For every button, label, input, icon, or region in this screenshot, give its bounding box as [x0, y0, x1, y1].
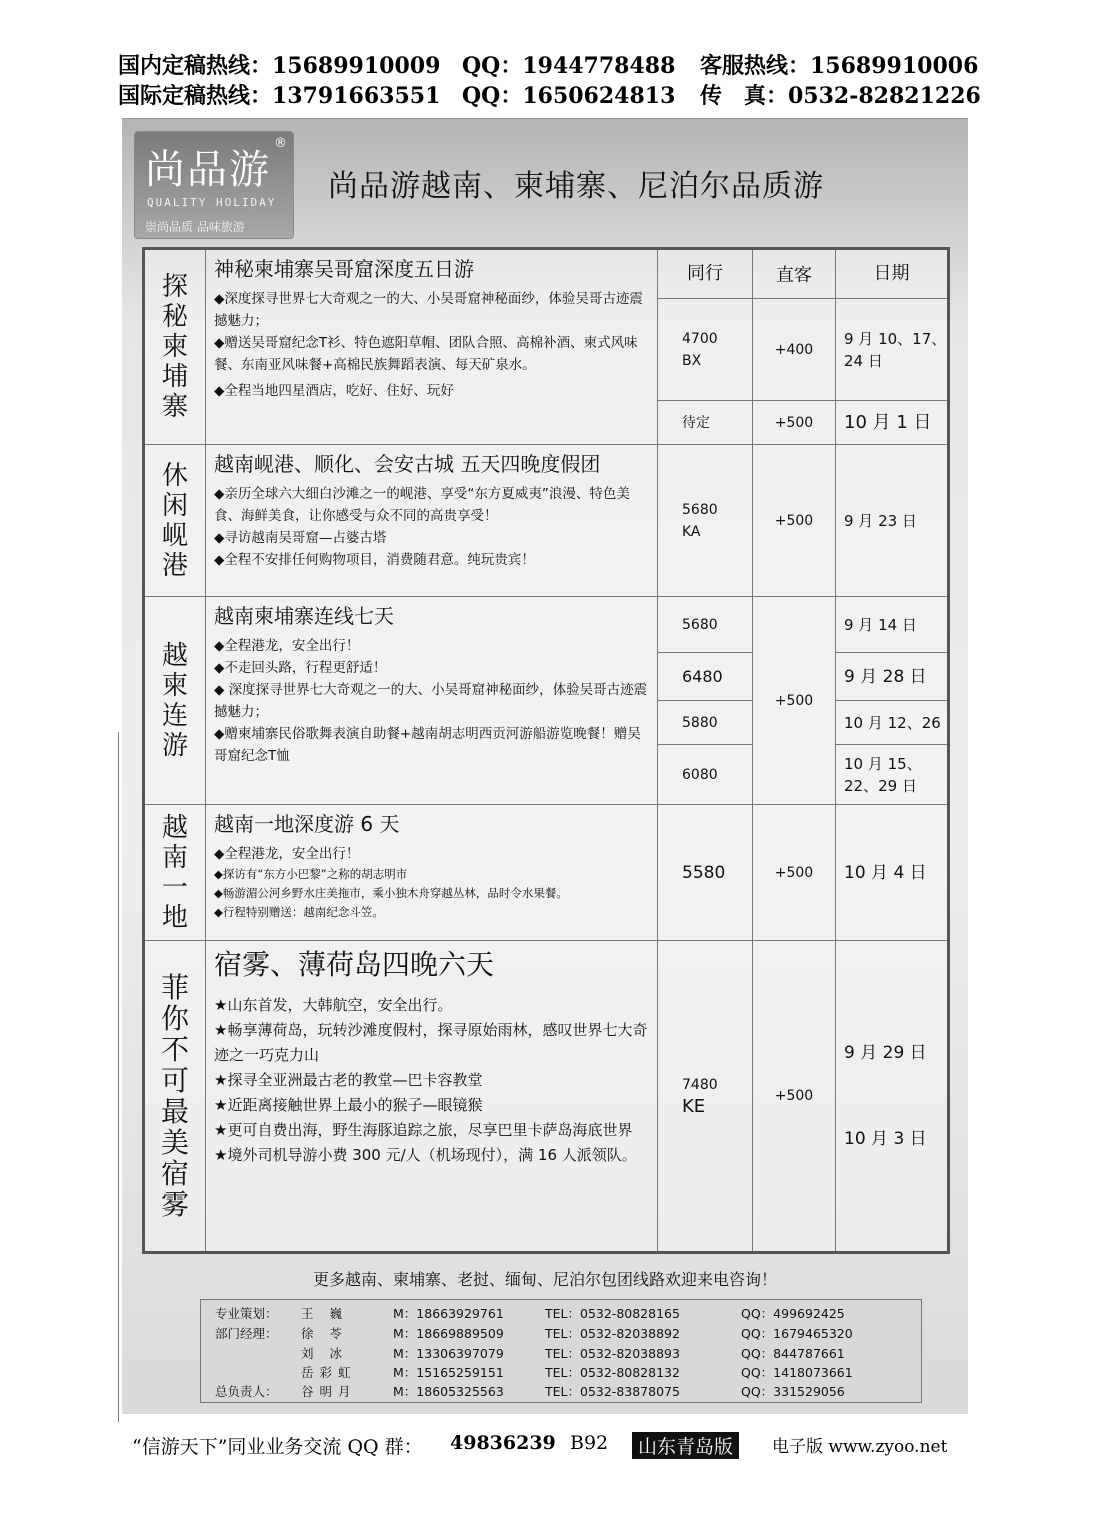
departure-date: 9 月 29 日 10 月 3 日	[836, 941, 949, 1253]
footer-website[interactable]: 电子版 www.zyoo.net	[772, 1437, 948, 1457]
route-side-label: 越柬连游	[144, 597, 206, 805]
logo-slogan: 崇尚品质 品味旅游	[145, 220, 245, 234]
route-description	[206, 249, 658, 445]
route-bullet: ◆全程不安排任何购物项目，消费随君意。纯玩贵宾！	[214, 552, 535, 568]
route-title: 越南柬埔寨连线七天	[214, 604, 394, 628]
poster-title: 尚品游越南、柬埔寨、尼泊尔品质游	[328, 169, 824, 204]
footer-page-number: B92	[570, 1432, 609, 1454]
route-description	[206, 445, 658, 597]
departure-date: 10 月 4 日	[836, 805, 949, 941]
route-bullet: ★更可自费出海，野生海豚追踪之旅，尽享巴里卡萨岛海底世界	[214, 1121, 633, 1139]
domestic-qq: QQ：1944778488	[462, 53, 676, 79]
route-description	[206, 941, 658, 1253]
route-bullet: ◆亲历全球六大细白沙滩之一的岘港、享受“东方夏威夷”浪漫、特色美食、海鲜美食，让你感受与众不同的高贵享受！	[214, 486, 630, 524]
table-row	[144, 941, 949, 1253]
route-bullet: ★境外司机导游小费 300 元/人（机场现付），满 16 人派领队。	[214, 1146, 637, 1164]
routes-table	[142, 247, 950, 1254]
route-side-label: 越南一地	[144, 805, 206, 941]
direct-price: +500	[753, 805, 836, 941]
route-title: 越南一地深度游 6 天	[214, 812, 400, 836]
departure-date: 9 月 28 日	[836, 653, 949, 701]
table-row	[144, 445, 949, 597]
header-peer: 同行	[658, 249, 753, 299]
more-routes-note: 更多越南、柬埔寨、老挝、缅甸、尼泊尔包团线路欢迎来电咨询！	[312, 1270, 777, 1289]
peer-price: 5580	[658, 805, 753, 941]
footer-group-label: “信游天下”同业业务交流 QQ 群：	[132, 1436, 423, 1458]
hotline-row-2	[118, 82, 981, 110]
footer-qq-number: 49836239	[450, 1432, 556, 1454]
route-bullet: ★畅享薄荷岛，玩转沙滩度假村，探寻原始雨林，感叹世界七大奇迹之一巧克力山	[214, 1021, 648, 1064]
route-bullet: ◆行程特别赠送：越南纪念斗笠。	[214, 905, 384, 919]
logo-english: QUALITY HOLIDAY	[147, 196, 277, 209]
peer-price: 4700 BX	[658, 299, 753, 401]
route-bullet: ★探寻全亚洲最古老的教堂—巴卡容教堂	[214, 1071, 483, 1089]
margin-rule	[118, 732, 119, 1422]
route-description	[206, 805, 658, 941]
route-bullet: ◆全程港龙，安全出行！	[214, 846, 360, 862]
peer-price: 6480	[658, 653, 753, 701]
direct-price: +500	[753, 401, 836, 445]
direct-price: +500	[753, 941, 836, 1253]
registered-icon: ®	[274, 136, 287, 151]
departure-date: 9 月 10、17、24 日	[836, 299, 949, 401]
route-side-label: 菲你不可最美宿雾	[144, 941, 206, 1253]
route-bullet: ◆深度探寻世界七大奇观之一的大、小吴哥窟神秘面纱，体验吴哥古迹震撼魅力；	[214, 291, 643, 329]
departure-date: 10 月 12、26	[836, 701, 949, 745]
route-bullet: ◆赠送吴哥窟纪念T衫、特色遮阳草帽、团队合照、高棉补酒、柬式风味餐、东南亚风味餐+高棉民族舞蹈表演、每天矿泉水。	[214, 335, 638, 373]
page-footer	[132, 1432, 972, 1458]
peer-price: 待定	[658, 401, 753, 445]
peer-price: 5680 KA	[658, 445, 753, 597]
route-bullet: ◆ 深度探寻世界七大奇观之一的大、小吴哥窟神秘面纱，体验吴哥古迹震撼魅力；	[214, 682, 648, 720]
departure-date: 9 月 23 日	[836, 445, 949, 597]
intl-hotline: 国际定稿热线：13791663551	[118, 83, 441, 109]
peer-price: 5680	[658, 597, 753, 653]
route-bullet: ◆寻访越南吴哥窟—占婆古塔	[214, 530, 387, 546]
footer-edition-badge: 山东青岛版	[632, 1432, 739, 1459]
direct-price: +500	[753, 445, 836, 597]
logo-mark: 尚品游	[145, 147, 271, 193]
header-direct: 直客	[753, 249, 836, 299]
peer-price: 6080	[658, 745, 753, 805]
peer-price: 5880	[658, 701, 753, 745]
departure-date: 9 月 14 日	[836, 597, 949, 653]
domestic-hotline: 国内定稿热线：15689910009	[118, 53, 441, 79]
route-title: 神秘柬埔寨吴哥窟深度五日游	[214, 257, 474, 281]
route-bullet: ◆不走回头路，行程更舒适！	[214, 660, 387, 676]
route-description	[206, 597, 658, 805]
fax: 传 真：0532-82821226	[700, 83, 981, 109]
departure-date: 10 月 1 日	[836, 401, 949, 445]
route-bullet: ★近距离接触世界上最小的猴子—眼镜猴	[214, 1096, 483, 1114]
direct-price: +500	[753, 597, 836, 805]
table-row	[144, 597, 949, 653]
route-bullet: ◆畅游湄公河乡野水庄美拖市，乘小独木舟穿越丛林，品时令水果餐。	[214, 886, 568, 900]
brand-logo	[134, 131, 294, 239]
departure-date: 10 月 15、22、29 日	[836, 745, 949, 805]
route-bullet: ◆赠柬埔寨民俗歌舞表演自助餐+越南胡志明西贡河游船游览晚餐！赠吴哥窟纪念T恤	[214, 726, 641, 764]
direct-price: +400	[753, 299, 836, 401]
table-row	[144, 805, 949, 941]
intl-qq: QQ：1650624813	[462, 83, 676, 109]
route-side-label: 探秘柬埔寨	[144, 249, 206, 445]
contacts-box: 专业策划： 王 巍 M：18663929761 TEL：0532-80828165 QQ：499692425 部门经理： 徐 苓 M：18669889509 TEL：0532-82038892 QQ：1679465320 刘 冰 M：13306397079 TEL：0532-82038893 QQ：844787661 岳彩虹 M：15165259151 TEL：0532-80828132 QQ：1418073661 总负责人： 谷明月 M：18605325563 TEL：0532-83878075 QQ：331529056	[200, 1299, 922, 1403]
route-title: 越南岘港、顺化、会安古城 五天四晚度假团	[214, 452, 601, 476]
hotline-row-1	[118, 52, 979, 80]
route-bullet: ◆全程港龙，安全出行！	[214, 638, 360, 654]
route-bullet: ★山东首发，大韩航空，安全出行。	[214, 996, 453, 1014]
route-title: 宿雾、薄荷岛四晚六天	[214, 948, 495, 981]
travel-poster	[122, 118, 968, 1414]
service-hotline: 客服热线：15689910006	[700, 53, 979, 79]
route-bullet: ◆全程当地四星酒店，吃好、住好、玩好	[214, 383, 454, 399]
header-date: 日期	[836, 249, 949, 299]
peer-price: 7480 KE	[658, 941, 753, 1253]
route-1-title-row	[144, 249, 949, 299]
route-bullet: ◆探访有“东方小巴黎”之称的胡志明市	[214, 867, 408, 881]
route-side-label: 休闲岘港	[144, 445, 206, 597]
